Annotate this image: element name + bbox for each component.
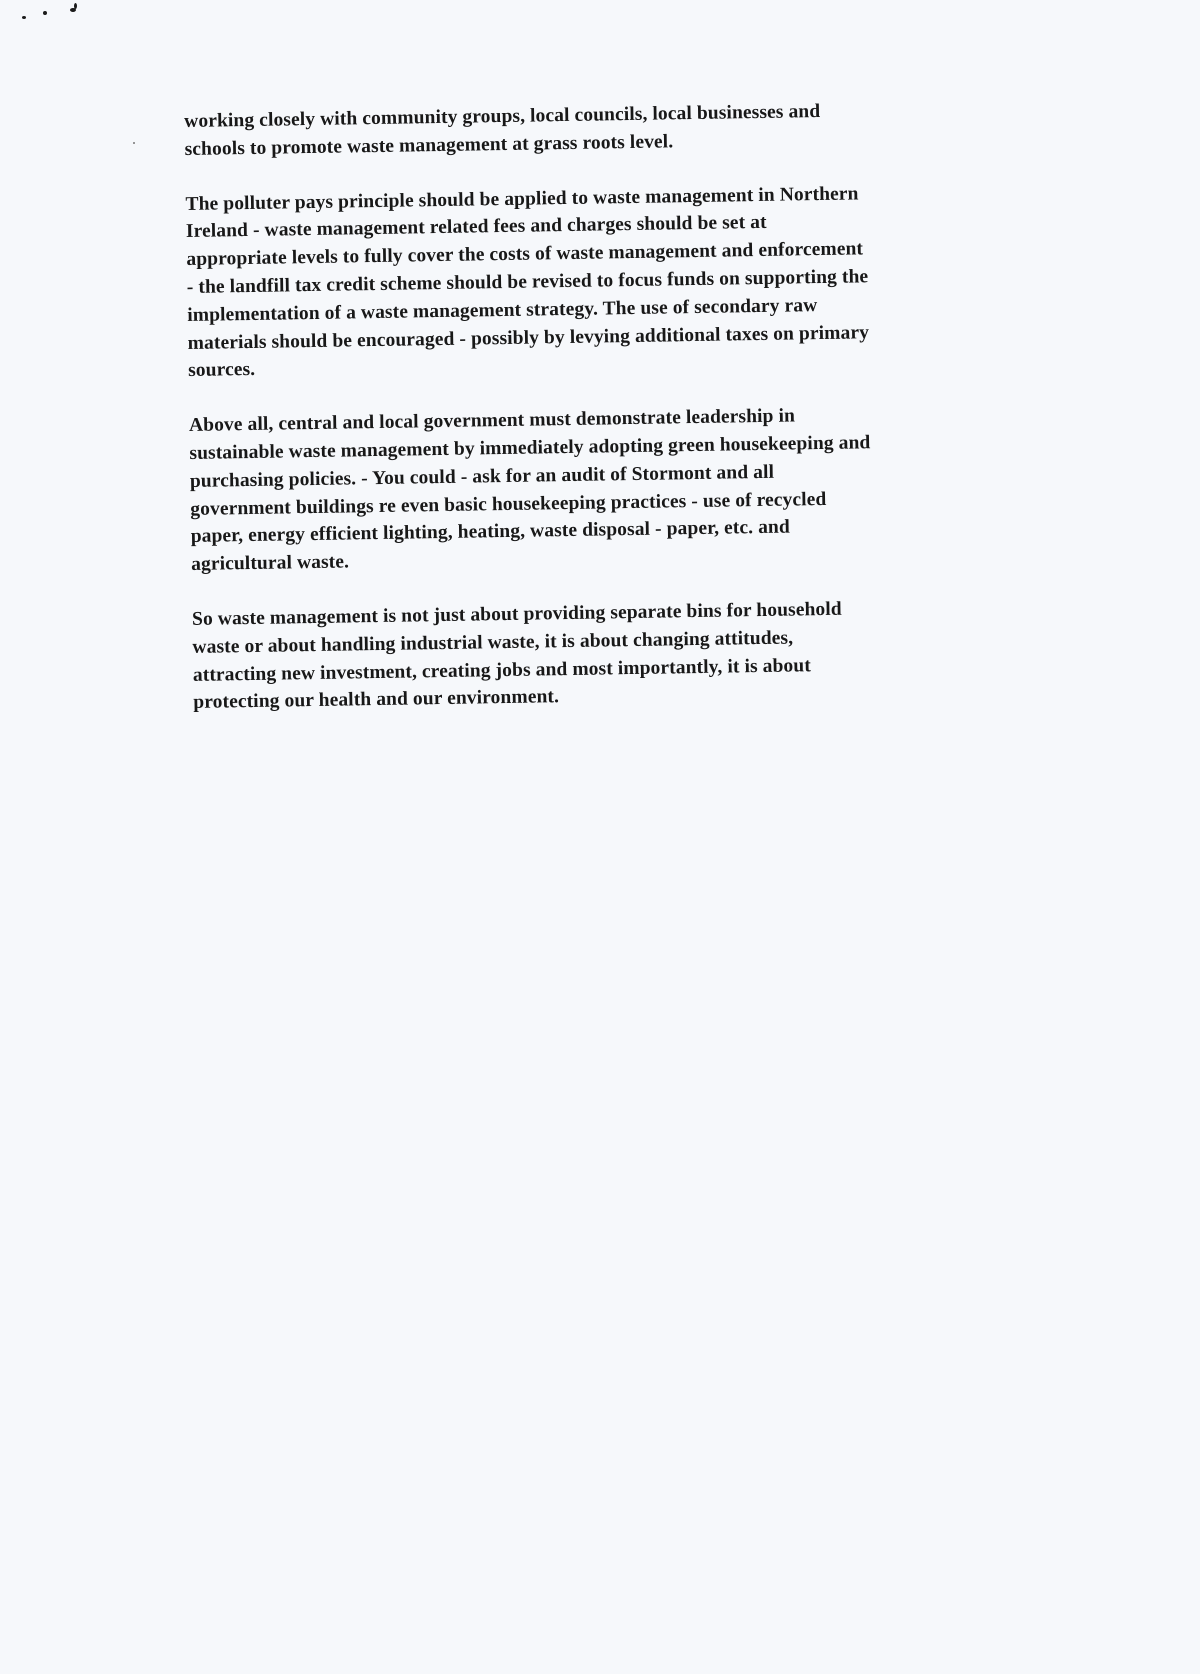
- text-line: Above all, central and local government must demonstrate leadership in: [188, 405, 796, 437]
- text-line: agricultural waste.: [191, 551, 350, 576]
- document-body: [184, 94, 1054, 744]
- scan-speck: [74, 3, 77, 9]
- text-line: protecting our health and our environment.: [193, 686, 560, 714]
- text-line: purchasing policies. - You could - ask for an audit of Stormont and all: [189, 461, 775, 492]
- scan-speck: [133, 142, 135, 144]
- text-line: materials should be encouraged - possibly by levying additional taxes on primary: [187, 321, 870, 354]
- text-line: working closely with community groups, local councils, local businesses and: [184, 101, 821, 132]
- text-line: The polluter pays principle should be applied to waste management in Northern: [185, 183, 859, 215]
- text-line: Ireland - waste management related fees and charges should be set at: [185, 212, 767, 243]
- text-line: schools to promote waste management at grass roots level.: [184, 131, 674, 160]
- text-line: So waste management is not just about providing separate bins for household: [191, 598, 842, 630]
- paragraph-government-leadership: [189, 399, 1052, 579]
- text-line: attracting new investment, creating jobs and most importantly, it is about: [192, 654, 812, 686]
- text-line: appropriate levels to fully cover the costs of waste management and enforcement: [186, 238, 864, 271]
- paragraph-community-groups: [184, 94, 1045, 163]
- scan-speck: [43, 11, 47, 15]
- text-line: paper, energy efficient lighting, heating, waste disposal - paper, etc. and: [190, 516, 791, 548]
- text-line: implementation of a waste management strategy. The use of secondary raw: [187, 294, 818, 326]
- text-line: sources.: [187, 359, 256, 382]
- text-line: government buildings re even basic housekeeping practices - use of recycled: [190, 488, 827, 520]
- text-line: waste or about handling industrial waste, it is about changing attitudes,: [192, 627, 794, 658]
- paragraph-conclusion: [192, 592, 1054, 717]
- text-line: sustainable waste management by immediately adopting green housekeeping and: [189, 432, 871, 464]
- scan-speck: [22, 16, 26, 19]
- paragraph-polluter-pays: [185, 177, 1048, 385]
- text-line: - the landfill tax credit scheme should be revised to focus funds on supporting the: [186, 266, 869, 298]
